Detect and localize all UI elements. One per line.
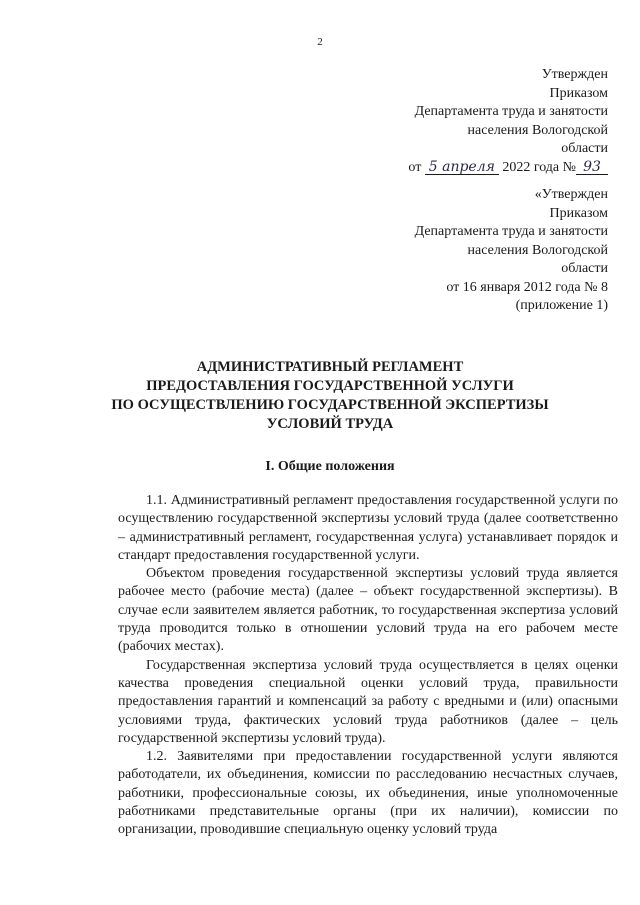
approval-line: Приказом [549, 205, 608, 221]
title-line: ПО ОСУЩЕСТВЛЕНИЮ ГОСУДАРСТВЕННОЙ ЭКСПЕРТИЗЫ [111, 397, 549, 413]
approval-appendix: (приложение 1) [515, 298, 608, 313]
approval-stamp-current [408, 66, 608, 177]
date-prefix: от [408, 159, 422, 175]
approval-stamp-original [415, 186, 608, 316]
paragraph: Объектом проведения государственной экспертизы условий труда является рабочее место (рабочие места) (далее – объект государственной экспертизы). В случае если заявителем является работник, то государственная экспертиза условий труда проводится только в отношении условий труда на его рабочем месте (рабочих местах). [118, 566, 618, 655]
paragraph: Государственная экспертиза условий труда осуществляется в целях оценки качества проведения специальной оценки условий труда, правильности предоставления гарантий и компенсаций за работу с вредными и (или) опасными условиями труда, фактических условий труда работников (далее – цель государственной экспертизы условий труда). [118, 657, 618, 746]
title-line: АДМИНИСТРАТИВНЫЙ РЕГЛАМЕНТ [196, 359, 464, 375]
page-number: 2 [317, 36, 323, 48]
approval-line: области [561, 141, 608, 156]
approval-line: населения Вологодской [467, 122, 608, 138]
title-line: УСЛОВИЙ ТРУДА [266, 416, 394, 432]
approval-line: области [561, 261, 608, 276]
date-suffix: года [533, 159, 560, 175]
handwritten-date: 5 апреля [425, 160, 499, 175]
approval-line: Приказом [549, 85, 608, 101]
document-body [118, 492, 618, 840]
approval-date-line [408, 159, 608, 178]
section-heading: I. Общие положения [265, 459, 395, 474]
approval-line: Департамента труда и занятости [414, 224, 608, 239]
number-sign: № [562, 159, 576, 175]
approval-date-line: от 16 января 2012 года № 8 [446, 279, 608, 295]
approval-line: «Утвержден [534, 187, 608, 202]
paragraph: 1.1. Административный регламент предоставления государственной услуги по осуществлению государственной экспертизы условий труда (далее соответственно – административный регламент, государственная услуга) устанавливает порядок и стандарт предоставления государственной услуги. [118, 493, 618, 563]
approval-line: населения Вологодской [467, 242, 608, 258]
document-title [80, 358, 580, 434]
date-year: 2022 [502, 159, 531, 175]
approval-line: Департамента труда и занятости [414, 104, 608, 119]
paragraph: 1.2. Заявителями при предоставлении государственной услуги являются работодатели, их объединения, комиссии по расследованию несчастных случаев, работники, профессиональные союзы, их объединения, иные уполномоченные работниками представительные органы (при их наличии), комиссии по организации, проводившие специальную оценку условий труда [118, 749, 618, 838]
handwritten-number: 93 [576, 160, 608, 175]
approval-line: Утвержден [541, 67, 608, 82]
title-line: ПРЕДОСТАВЛЕНИЯ ГОСУДАРСТВЕННОЙ УСЛУГИ [146, 378, 514, 394]
